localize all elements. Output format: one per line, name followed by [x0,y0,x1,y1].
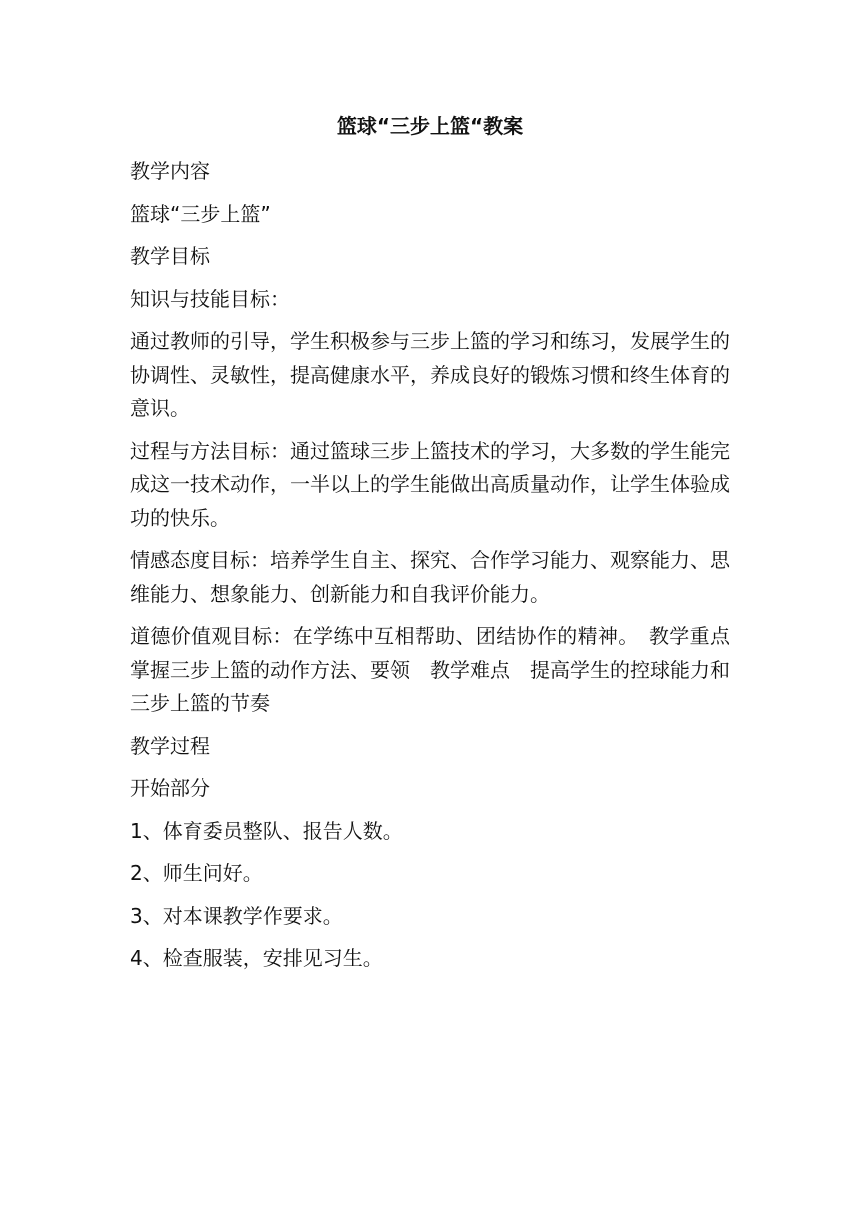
document-body [130,155,750,985]
list-item-step-4: 4、检查服装，安排见习生。 [130,946,383,970]
list-item-step-2: 2、师生问好。 [130,861,263,885]
list-item-step-3: 3、对本课教学作要求。 [130,903,343,928]
paragraph-teaching-content: 篮球“三步上篮” [130,201,271,226]
paragraph-teaching-content-heading: 教学内容 [130,159,210,183]
list-item-step-1: 1、体育委员整队、报告人数。 [130,818,403,843]
paragraph-emotion-attitude-goal: 情感态度目标：培养学生自主、探究、合作学习能力、观察能力、思维能力、想象能力、创新能力和自我评价能力。 [130,548,730,606]
paragraph-teaching-process-heading: 教学过程 [130,733,210,758]
paragraph-teaching-goals-heading: 教学目标 [130,244,210,268]
paragraph-knowledge-skill-heading: 知识与技能目标： [130,286,290,311]
paragraph-process-method-goal: 过程与方法目标：通过篮球三步上篮技术的学习，大多数的学生能完成这一技术动作，一半以上的学生能做出高质量动作，让学生体验成功的快乐。 [130,438,730,530]
paragraph-opening-part-heading: 开始部分 [130,776,210,800]
document-title: 篮球“三步上篮“教案 [336,114,524,138]
paragraph-moral-value-goal: 道德价值观目标：在学练中互相帮助、团结协作的精神。 教学重点 掌握三步上篮的动作方法、要领 教学难点 提高学生的控球能力和三步上篮的节奏 [130,624,750,715]
paragraph-knowledge-skill-goal: 通过教师的引导，学生积极参与三步上篮的学习和练习，发展学生的协调性、灵敏性，提高健康水平，养成良好的锻炼习惯和终生体育的意识。 [130,329,730,420]
